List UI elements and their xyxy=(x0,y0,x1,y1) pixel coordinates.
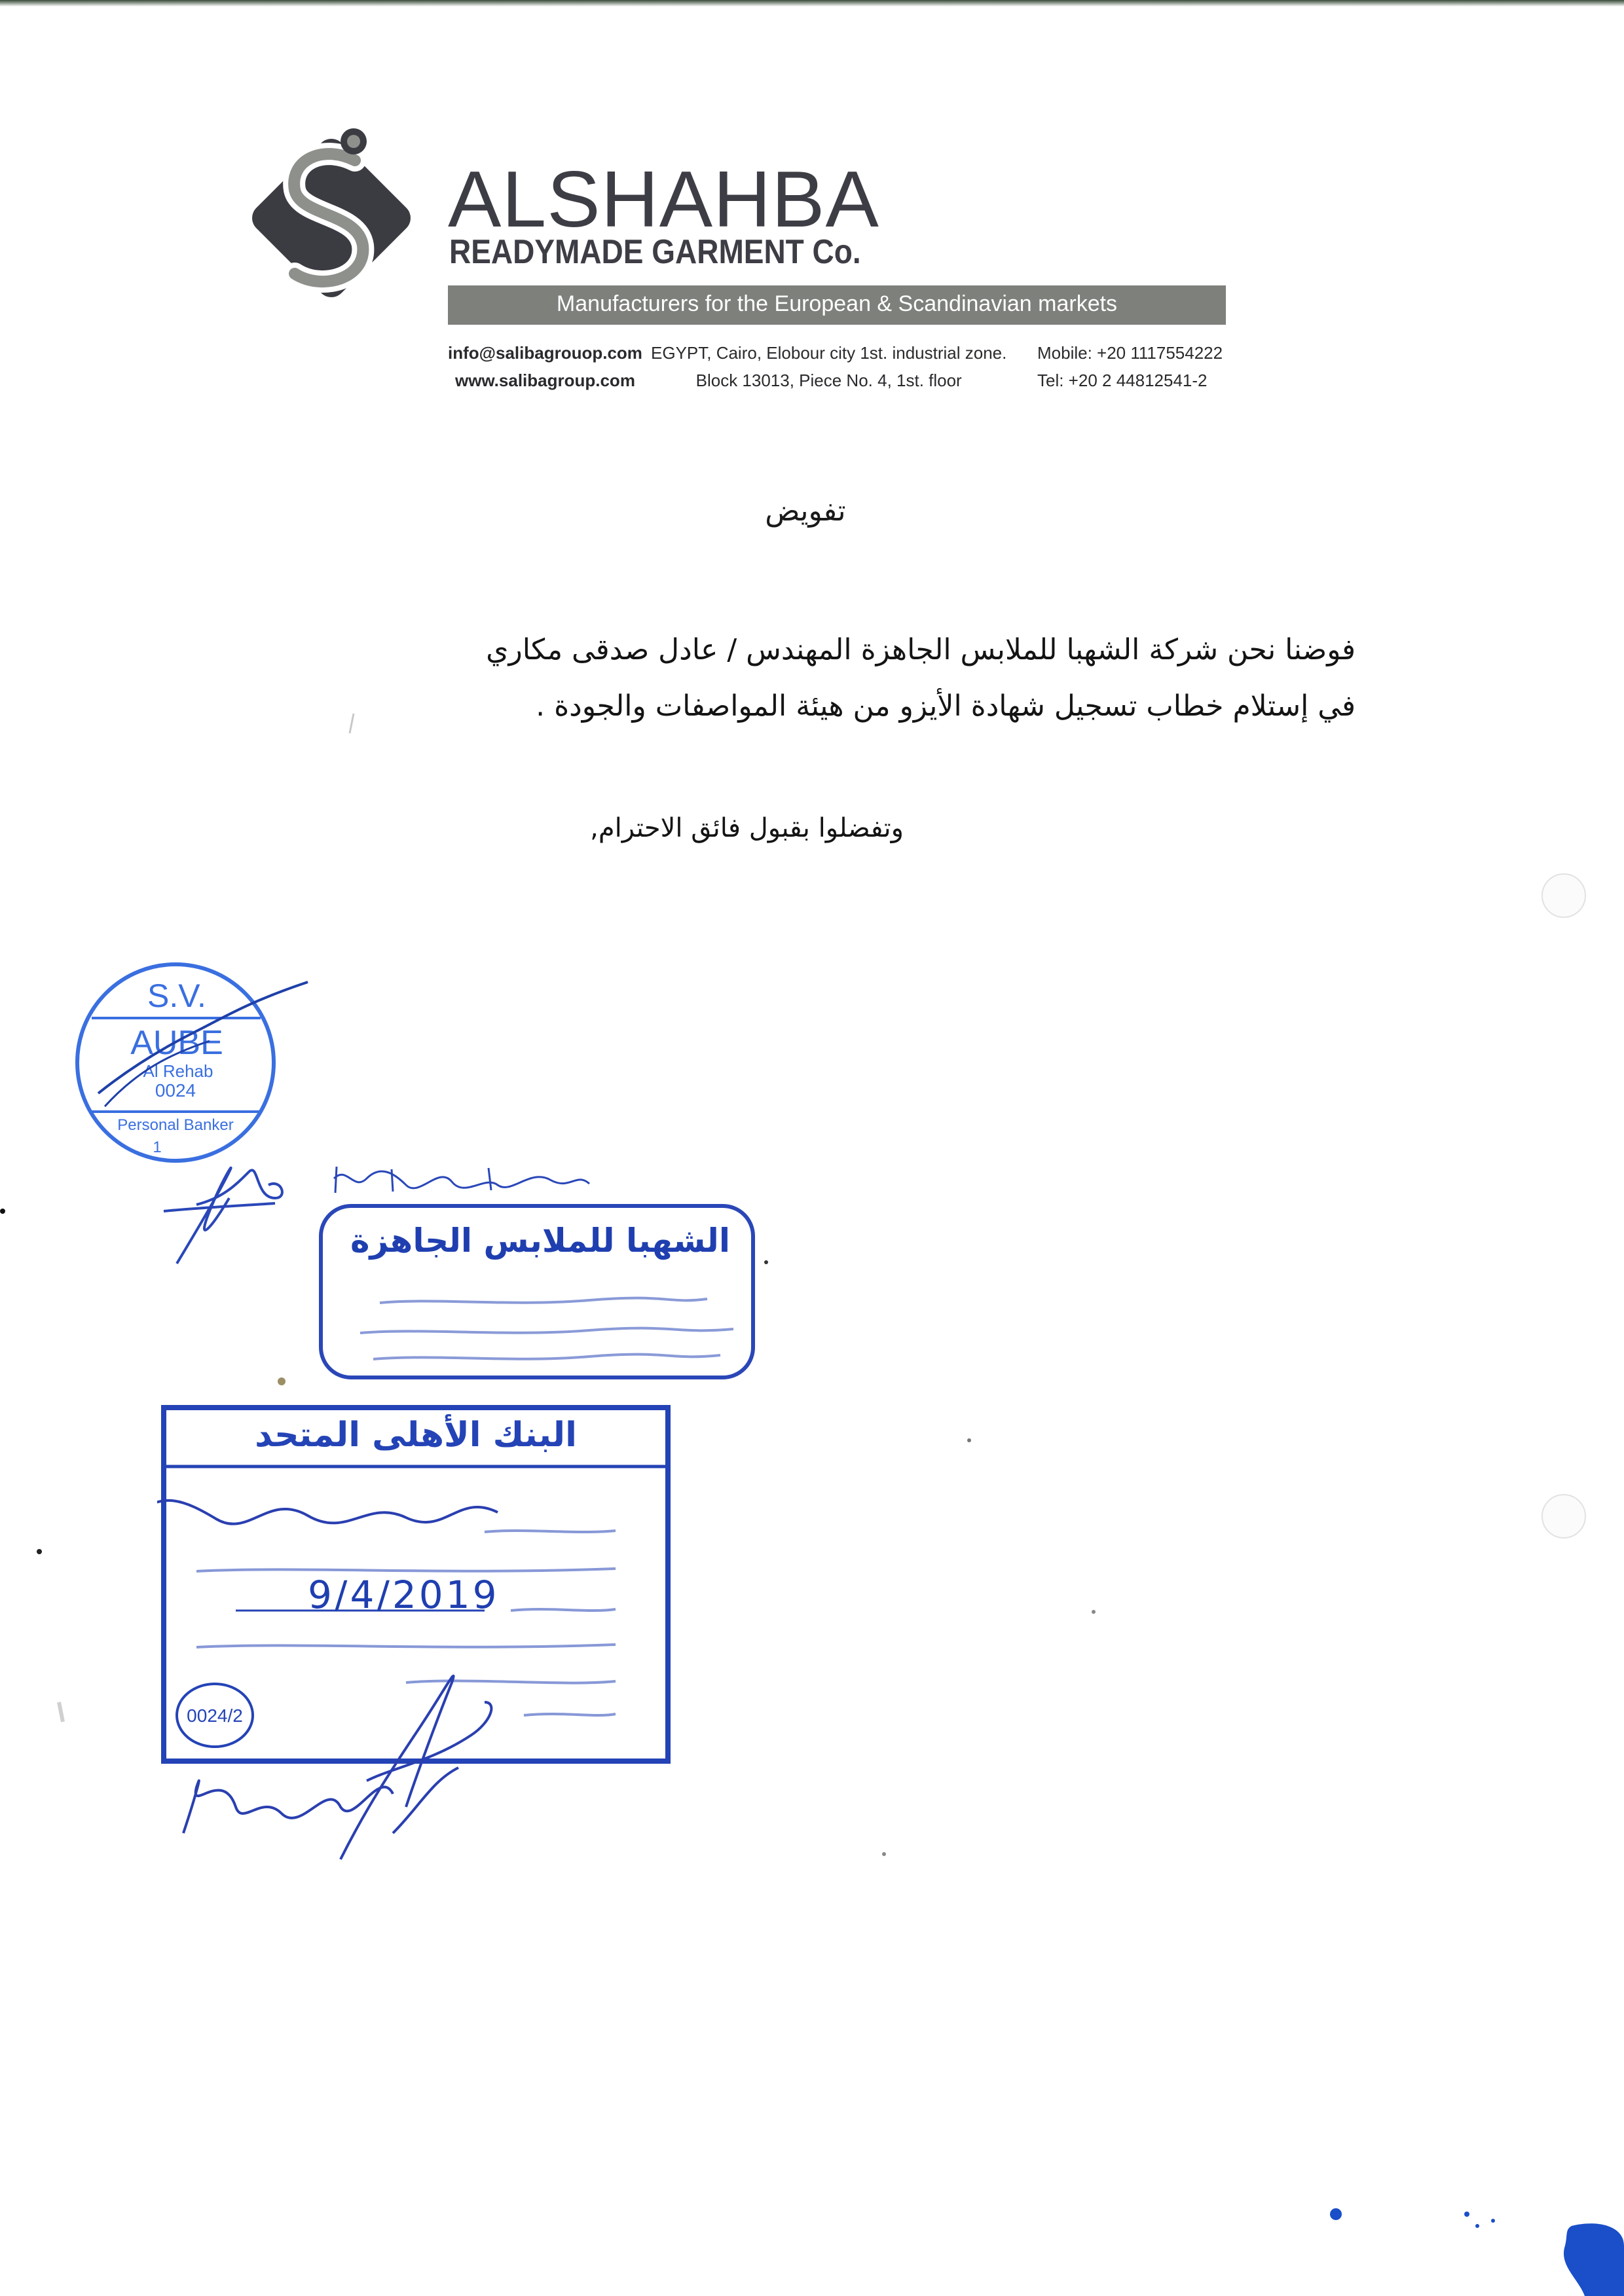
tagline-band xyxy=(448,285,1226,325)
document-title: تفويض xyxy=(765,494,846,528)
bank-stamp-date: 9/4/2019 xyxy=(308,1573,500,1617)
bank-seal-number xyxy=(174,1681,255,1749)
sv-code-text: 0024 xyxy=(155,1080,196,1101)
punch-hole-lower xyxy=(1541,1494,1586,1539)
closing-line: وتفضلوا بقبول فائق الاحترام, xyxy=(590,813,904,843)
ink-blot xyxy=(1559,2219,1624,2296)
company-logo xyxy=(244,124,419,312)
contact-phone xyxy=(1037,339,1223,394)
punch-hole-upper xyxy=(1541,873,1586,918)
tagline: Manufacturers for the European & Scandinavian markets xyxy=(556,291,1118,316)
company-subtitle: READYMADE GARMENT Co. xyxy=(449,232,861,271)
signature-bank-officer xyxy=(183,1781,393,1833)
contact-web xyxy=(448,339,642,394)
company-stamp-name: الشهبا للملابس الجاهزة xyxy=(350,1222,730,1260)
tel-text: Tel: +20 2 44812541-2 xyxy=(1037,371,1208,390)
sv-middle-text: AUBE xyxy=(130,1024,223,1062)
body-line-2: في إستلام خطاب تسجيل شهادة الأيزو من هيئة المواصفات والجودة . xyxy=(536,689,1356,723)
letterhead xyxy=(0,0,1624,419)
sv-top-text: S.V. xyxy=(147,977,206,1014)
company-name: ALSHAHBA xyxy=(448,155,879,244)
contact-address xyxy=(651,339,1006,394)
email-text: info@salibagrouop.com xyxy=(448,343,642,363)
website-text: www.salibagroup.com xyxy=(454,371,635,390)
address-line-2: Block 13013, Piece No. 4, 1st. floor xyxy=(695,371,962,390)
sv-number-text: 1 xyxy=(153,1139,162,1156)
body-line-1: فوضنا نحن شركة الشهبا للملابس الجاهزة المهندس / عادل صدقى مكاري xyxy=(486,633,1356,666)
bank-name: البنك الأهلى المتحد xyxy=(255,1415,577,1455)
sv-role-text: Personal Banker xyxy=(117,1116,234,1134)
sv-branch-text: Al Rehab xyxy=(143,1061,213,1081)
mobile-text: Mobile: +20 1117554222 xyxy=(1037,343,1223,363)
signature-left xyxy=(164,1168,282,1264)
sv-round-stamp xyxy=(52,956,314,1172)
authorization-paragraph xyxy=(308,622,1356,735)
company-stamp-frame xyxy=(314,1159,766,1388)
company-stamp xyxy=(314,1159,766,1388)
address-line-1: EGYPT, Cairo, Elobour city 1st. industrial zone. xyxy=(651,343,1007,363)
bank-seal-code: 0024/2 xyxy=(187,1705,243,1726)
